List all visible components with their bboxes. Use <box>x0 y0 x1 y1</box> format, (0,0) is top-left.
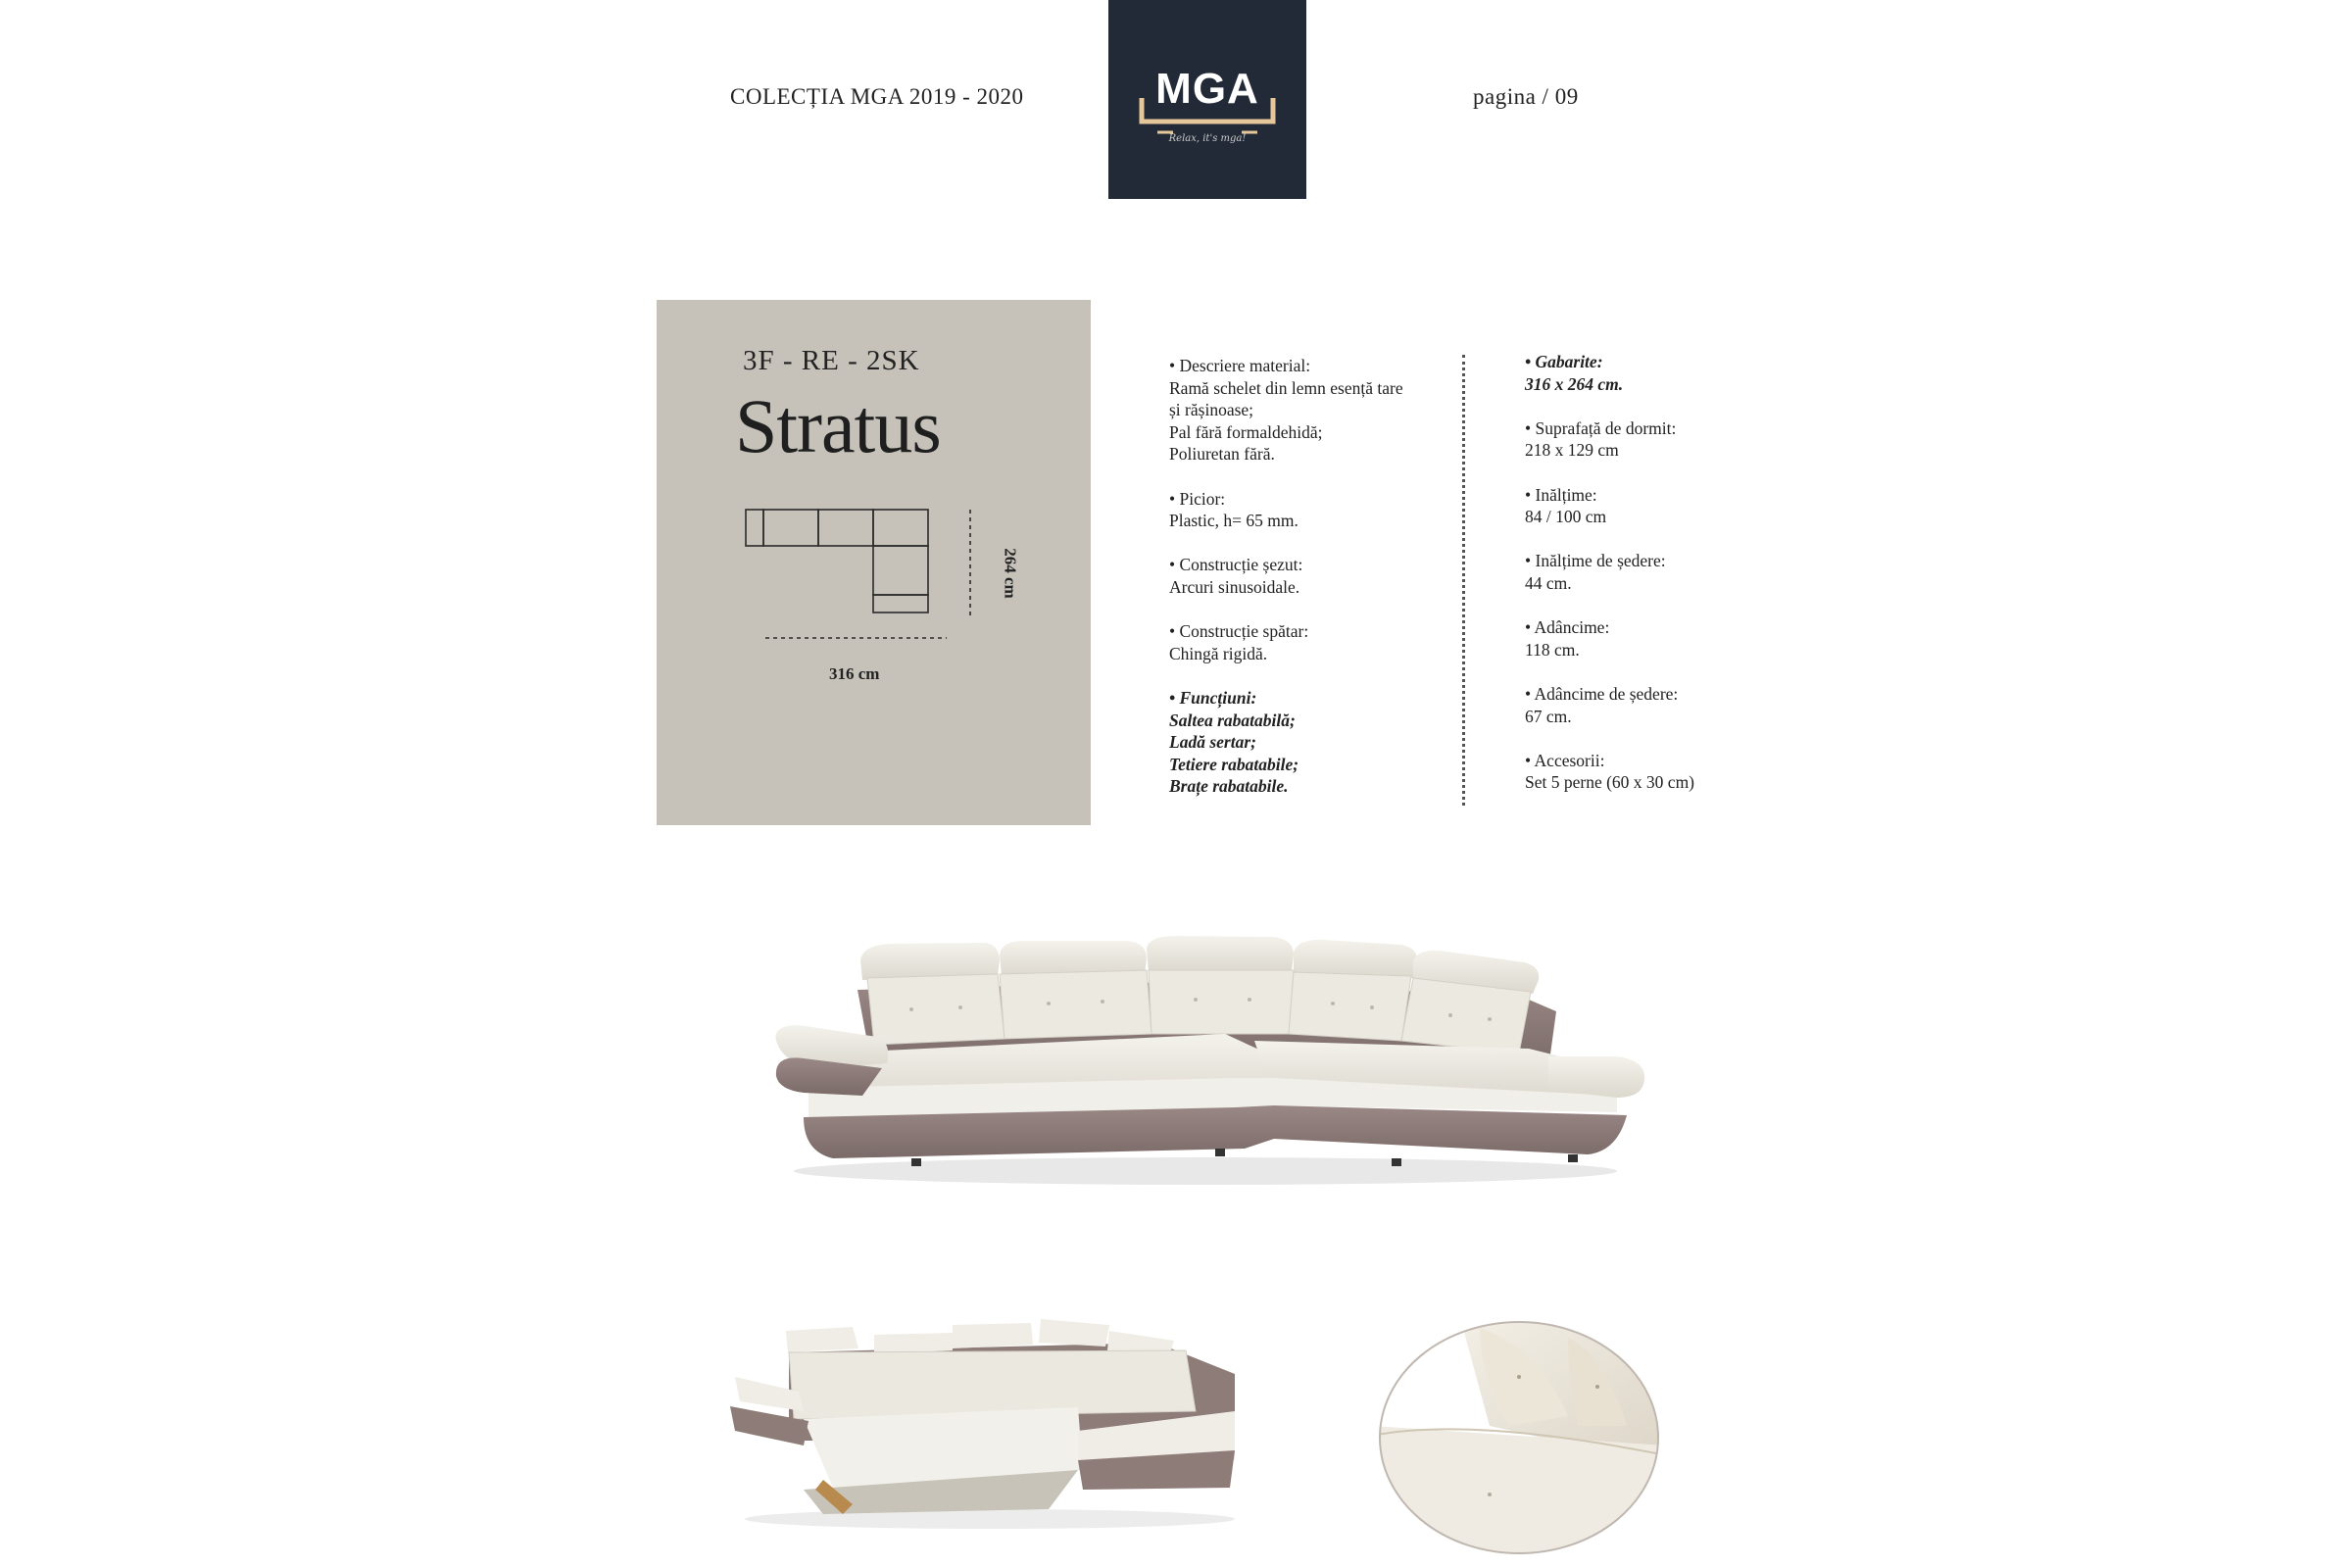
product-spec-box <box>657 300 1091 825</box>
seat-height-spec: • Inălțime de ședere: 44 cm. <box>1525 551 1666 593</box>
width-dimension-label: 316 cm <box>829 664 880 683</box>
brand-logo <box>1108 0 1306 199</box>
material-spec: • Descriere material: Ramă schelet din lemn esență tare și rășinoase; Pal fără formaldehidă; Poliuretan fără. <box>1169 356 1403 465</box>
sofa-detail-photo <box>1372 1318 1666 1558</box>
column-divider <box>1462 355 1465 806</box>
spec-column-left <box>1169 355 1463 819</box>
depth-dimension-label: 264 cm <box>1001 548 1020 599</box>
sofa-bed-open-photo <box>725 1313 1254 1539</box>
feet-spec: • Picior: Plastic, h= 65 mm. <box>1169 488 1298 531</box>
product-name: Stratus <box>735 383 941 468</box>
functions-spec: • Funcțiuni: Saltea rabatabilă; Ladă sertar; Tetiere rabatabile; Brațe rabatabile. <box>1169 687 1299 797</box>
product-code: 3F - RE - 2SK <box>743 345 920 376</box>
depth-spec: • Adâncime: 118 cm. <box>1525 617 1610 660</box>
seat-depth-spec: • Adâncime de ședere: 67 cm. <box>1525 683 1679 726</box>
accessories-spec: • Accesorii: Set 5 perne (60 x 30 cm) <box>1525 750 1695 793</box>
sofa-main-photo <box>764 931 1646 1196</box>
seat-construction-spec: • Construcție șezut: Arcuri sinusoidale. <box>1169 555 1303 597</box>
page-number: pagina / 09 <box>1473 84 1579 109</box>
spec-column-right <box>1525 351 1819 815</box>
sleep-area-spec: • Suprafață de dormit: 218 x 129 cm <box>1525 417 1677 461</box>
height-spec: • Inălțime: 84 / 100 cm <box>1525 484 1607 527</box>
logo-tagline: Relax, it's mga! <box>1168 133 1247 144</box>
back-construction-spec: • Construcție spătar: Chingă rigidă. <box>1169 621 1309 663</box>
overall-size-spec: • Gabarite: 316 x 264 cm. <box>1525 352 1624 394</box>
logo-sofa-frame-icon <box>1138 96 1277 135</box>
collection-title: COLECȚIA MGA 2019 - 2020 <box>730 84 1024 109</box>
logo-text: MGA <box>1155 65 1259 113</box>
